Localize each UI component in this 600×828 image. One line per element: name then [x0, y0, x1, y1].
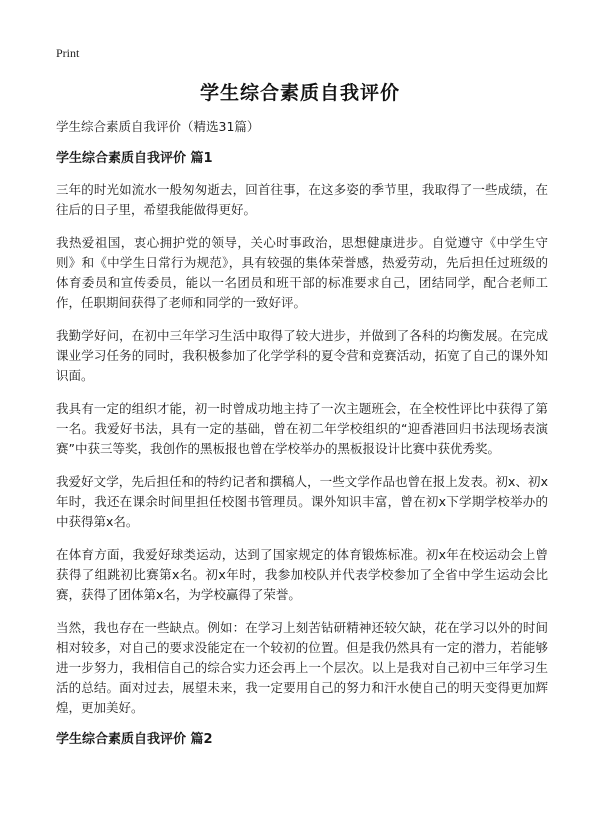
paragraph: 我具有一定的组织才能，初一时曾成功地主持了一次主题班会，在全校性评比中获得了第一名。我爱好书法，具有一定的基础，曾在初二年学校组织的“迎香港回归书法现场表演赛”中获三等奖，我创作的黑板报也曾在学校举办的黑板报设计比赛中获优秀奖。 — [56, 401, 548, 456]
paragraph: 我勤学好问，在初中三年学习生活中取得了较大进步，并做到了各科的均衡发展。在完成课业学习任务的同时，我积极参加了化学学科的夏令营和竞赛活动，拓宽了自己的课外知识面。 — [56, 328, 548, 383]
paragraph: 当然，我也存在一些缺点。例如：在学习上刻苦钻研精神还较欠缺，花在学习以外的时间相对较多，对自己的要求没能定在一个较初的位置。但是我仍然具有一定的潜力，若能够进一步努力，我相信自己的综合实力还会再上一个层次。以上是我对自己初中三年学习生活的总结。面对过去，展望未来，我一定要用自己的努力和汗水使自己的明天变得更加辉煌，更加美好。 — [56, 620, 548, 715]
print-label: Print — [56, 46, 80, 60]
section-heading-2: 学生综合素质自我评价 篇2 — [56, 732, 213, 747]
paragraph: 在体育方面，我爱好球类运动，达到了国家规定的体育锻炼标准。初x年在校运动会上曾获得了组跳初比赛第x名。初x年时，我参加校队并代表学校参加了全省中学生运动会比赛，获得了团体第x名，为学校赢得了荣誉。 — [56, 547, 548, 602]
page-title: 学生综合素质自我评价 — [199, 82, 400, 104]
paragraph: 我爱好文学，先后担任和的特约记者和撰稿人，一些文学作品也曾在报上发表。初x、初x年时，我还在课余时间里担任校图书管理员。课外知识丰富，曾在初x下学期学校举办的中获得第x名。 — [56, 474, 548, 529]
document-subtitle: 学生综合素质自我评价（精选31篇） — [56, 119, 260, 134]
section-heading-1: 学生综合素质自我评价 篇1 — [56, 151, 213, 166]
paragraph: 我热爱祖国，衷心拥护党的领导，关心时事政治，思想健康进步。自觉遵守《中学生守则》和《中学生日常行为规范》，具有较强的集体荣誉感，热爱劳动，先后担任过班级的体育委员和宣传委员，能以一名团员和班干部的标准要求自己，团结同学，配合老师工作，任职期间获得了老师和同学的一致好评。 — [56, 235, 548, 310]
document-body — [56, 118, 548, 761]
paragraph: 三年的时光如流水一般匆匆逝去，回首往事，在这多姿的季节里，我取得了一些成绩，在往后的日子里，希望我能做得更好。 — [56, 182, 548, 217]
